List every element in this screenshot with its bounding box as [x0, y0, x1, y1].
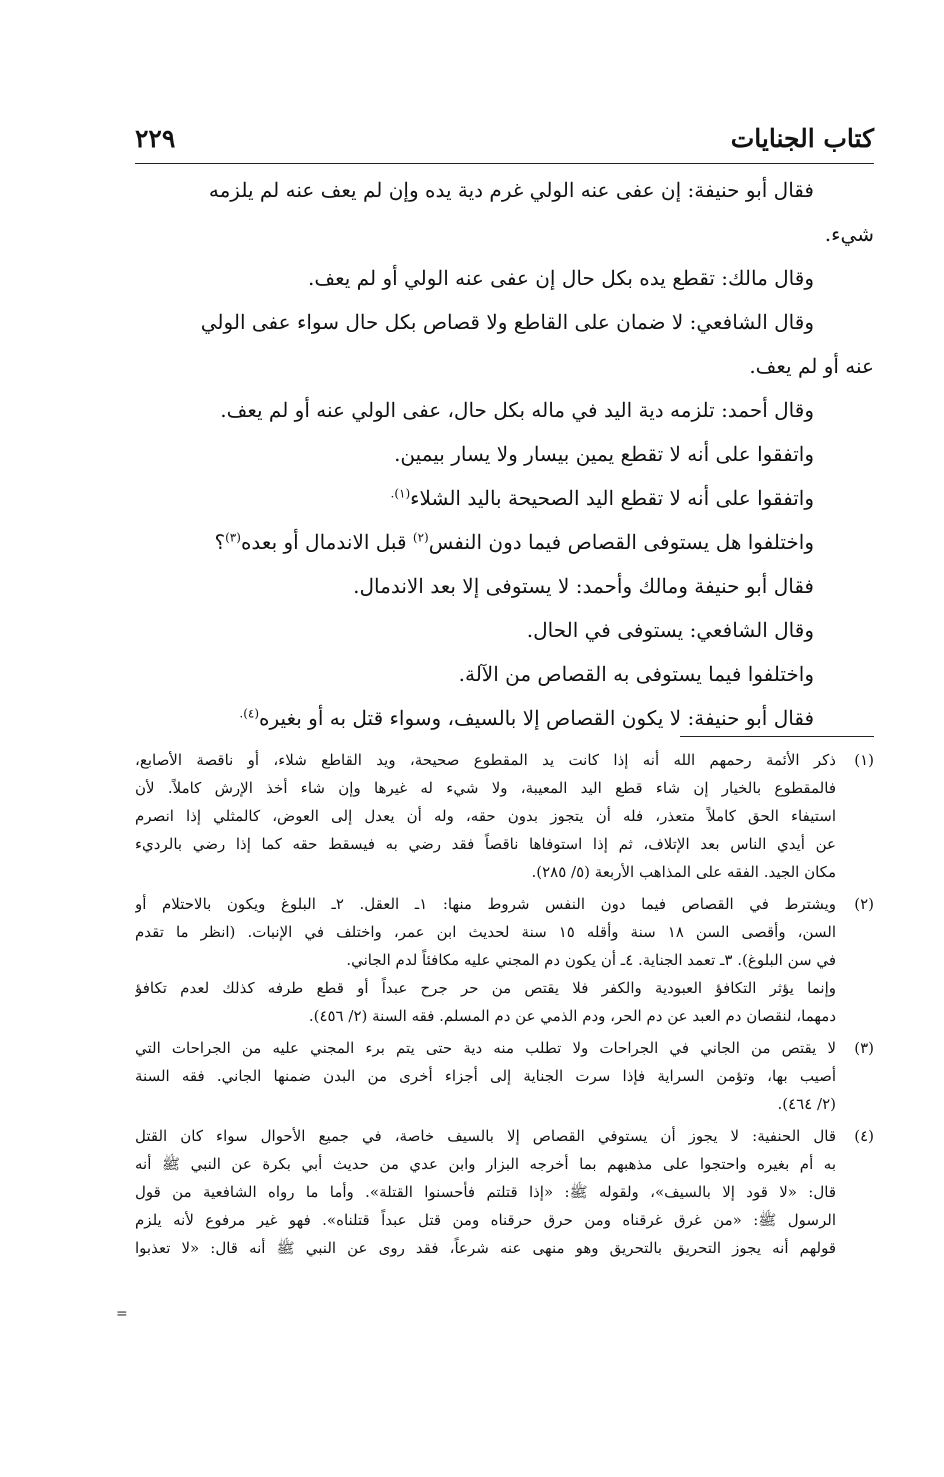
- running-header: [135, 118, 874, 164]
- paragraph-line: [135, 520, 874, 564]
- footnote-number: (١): [854, 751, 874, 769]
- footnote-ref[interactable]: (٣): [225, 530, 241, 545]
- footnote-line: الرسول ﷺ: «من غرق غرقناه ومن حرق حرقناه ومن قتل عبداً قتلناه». فهو غير مرفوع لأنه يلزم: [135, 1211, 836, 1229]
- footnote-line: مكان الجيد. الفقه على المذاهب الأربعة (٥/ ٢٨٥).: [531, 863, 836, 881]
- footnote-line: دمهما، لنقصان دم العبد عن دم الحر، ودم الذمي عن دم المسلم. فقه السنة (٢/ ٤٥٦).: [308, 1007, 836, 1025]
- paragraph-line: وقال أحمد: تلزمه دية اليد في ماله بكل حال، عفى الولي عنه أو لم يعف.: [220, 398, 814, 422]
- page-number: ٢٢٩: [135, 124, 176, 153]
- paragraph-line: فقال أبو حنيفة: إن عفى عنه الولي غرم دية يده وإن لم يعف عنه لم يلزمه: [208, 178, 814, 202]
- paragraph-line: وقال الشافعي: لا ضمان على القاطع ولا قصاص بكل حال سواء عفى الولي: [200, 310, 814, 334]
- line-text: قبل الاندمال أو بعده: [240, 530, 413, 554]
- footnote-number: (٤): [854, 1127, 874, 1145]
- footnote-line: ذكر الأئمة رحمهم الله أنه إذا كانت يد المقطوع صحيحة، ويد القاطع شلاء، أو ناقصة الأصابع،: [135, 751, 836, 769]
- footnote-line: في سن البلوغ). ٣ـ تعمد الجناية. ٤ـ أن يكون دم المجني عليه مكافئاً لدم الجاني.: [346, 951, 836, 969]
- header-rule: [135, 163, 874, 164]
- chapter-title: كتاب الجنايات: [730, 124, 874, 153]
- paragraph-line: فقال أبو حنيفة ومالك وأحمد: لا يستوفى إلا بعد الاندمال.: [353, 574, 814, 598]
- paragraph-line: [135, 476, 874, 520]
- footnote-ref[interactable]: (٤).: [239, 706, 260, 721]
- line-text: واختلفوا هل يستوفى القصاص فيما دون النفس: [428, 530, 814, 554]
- footnote-ref[interactable]: (١).: [390, 486, 411, 501]
- footnote-line: لا يقتص من الجاني في الجراحات ولا تطلب منه دية حتى يتم برء المجني عليه من الجراحات التي: [135, 1039, 836, 1057]
- paragraph-line: شيء.: [824, 222, 874, 246]
- footnote-number: (٣): [854, 1039, 874, 1057]
- footnote-line: قال: «لا قود إلا بالسيف»، ولقوله ﷺ: «إذا قتلتم فأحسنوا القتلة». وأما ما رواه الشافعية من قول: [135, 1183, 836, 1201]
- scan-mark: =: [116, 1306, 128, 1322]
- footnote-ref[interactable]: (٢): [412, 530, 429, 545]
- main-text: [135, 168, 874, 740]
- footnote-line: استيفاء الحق كاملاً متعذر، فله أن يتجوز بدون حقه، وله أن يعدل إلى العوض، كالمثلي إذا انصرم: [135, 807, 836, 825]
- footnote-text: [135, 746, 836, 886]
- line-text: فقال أبو حنيفة: لا يكون القصاص إلا بالسيف، وسواء قتل به أو بغيره: [259, 706, 814, 730]
- footnote-number: (٢): [854, 895, 874, 913]
- footnote: [135, 890, 874, 1030]
- paragraph-line: وقال الشافعي: يستوفى في الحال.: [526, 618, 814, 642]
- footnote-line: عن أيدي الناس بعد الإتلاف، ثم إذا استوفاها ناقصاً فقد رضي به فيسقط حقه كما إذا رضي بالرديء: [135, 835, 836, 853]
- footnote: [135, 1122, 874, 1262]
- footnote-separator: [680, 736, 874, 737]
- footnote-line: (٢/ ٤٦٤).: [777, 1095, 836, 1113]
- paragraph-line: واتفقوا على أنه لا تقطع يمين بيسار ولا يسار بيمين.: [394, 442, 814, 466]
- footnote-line: قال الحنفية: لا يجوز أن يستوفي القصاص إلا بالسيف خاصة، في جميع الأحوال سواء كان القتل: [135, 1127, 836, 1145]
- footnote-line: السن، وأقصى السن ١٨ سنة وأقله ١٥ سنة لحديث ابن عمر، واختلف في الإنبات. (انظر ما تقدم: [135, 923, 836, 941]
- footnotes: [135, 746, 874, 1266]
- footnote-line: ويشترط في القصاص فيما دون النفس شروط منها: ١ـ العقل. ٢ـ البلوغ ويكون بالاحتلام أو: [135, 895, 836, 913]
- paragraph-line: وقال مالك: تقطع يده بكل حال إن عفى عنه الولي أو لم يعف.: [308, 266, 814, 290]
- line-text: واتفقوا على أنه لا تقطع اليد الصحيحة باليد الشلاء: [410, 486, 814, 510]
- footnote-line: فالمقطوع بالخيار إن شاء قطع اليد المعيبة، ولا شيء له غيرها وإن شاء أخذ الإرش كاملاً. لأن: [135, 779, 836, 797]
- footnote-text: [135, 1034, 836, 1118]
- footnote-line: وإنما يؤثر التكافؤ العبودية والكفر فلا يقتص من حر جرح عبداً أو قطع طرفه كذلك لعدم تكافؤ: [135, 979, 836, 997]
- footnote-line: أصيب بها، وتؤمن السراية فإذا سرت الجناية إلى أجزاء أخرى من البدن ضمنها الجاني. فقه السنة: [135, 1067, 836, 1085]
- line-text: ؟: [214, 530, 226, 554]
- paragraph-line: واختلفوا فيما يستوفى به القصاص من الآلة.: [458, 662, 814, 686]
- footnote: [135, 746, 874, 886]
- footnote: [135, 1034, 874, 1118]
- footnote-text: [135, 1122, 836, 1262]
- paragraph-line: [135, 696, 874, 740]
- footnote-line: قولهم أنه يجوز التحريق بالتحريق وهو منهى عنه شرعاً، فقد روى عن النبي ﷺ أنه قال: «لا تعذبوا: [135, 1239, 836, 1257]
- footnote-line: به أم بغيره واحتجوا على مذهبهم بما أخرجه البزار وابن عدي من حديث أبي بكرة عن النبي ﷺ أنه: [135, 1155, 836, 1173]
- footnote-text: [135, 890, 836, 1030]
- paragraph-line: عنه أو لم يعف.: [749, 354, 874, 378]
